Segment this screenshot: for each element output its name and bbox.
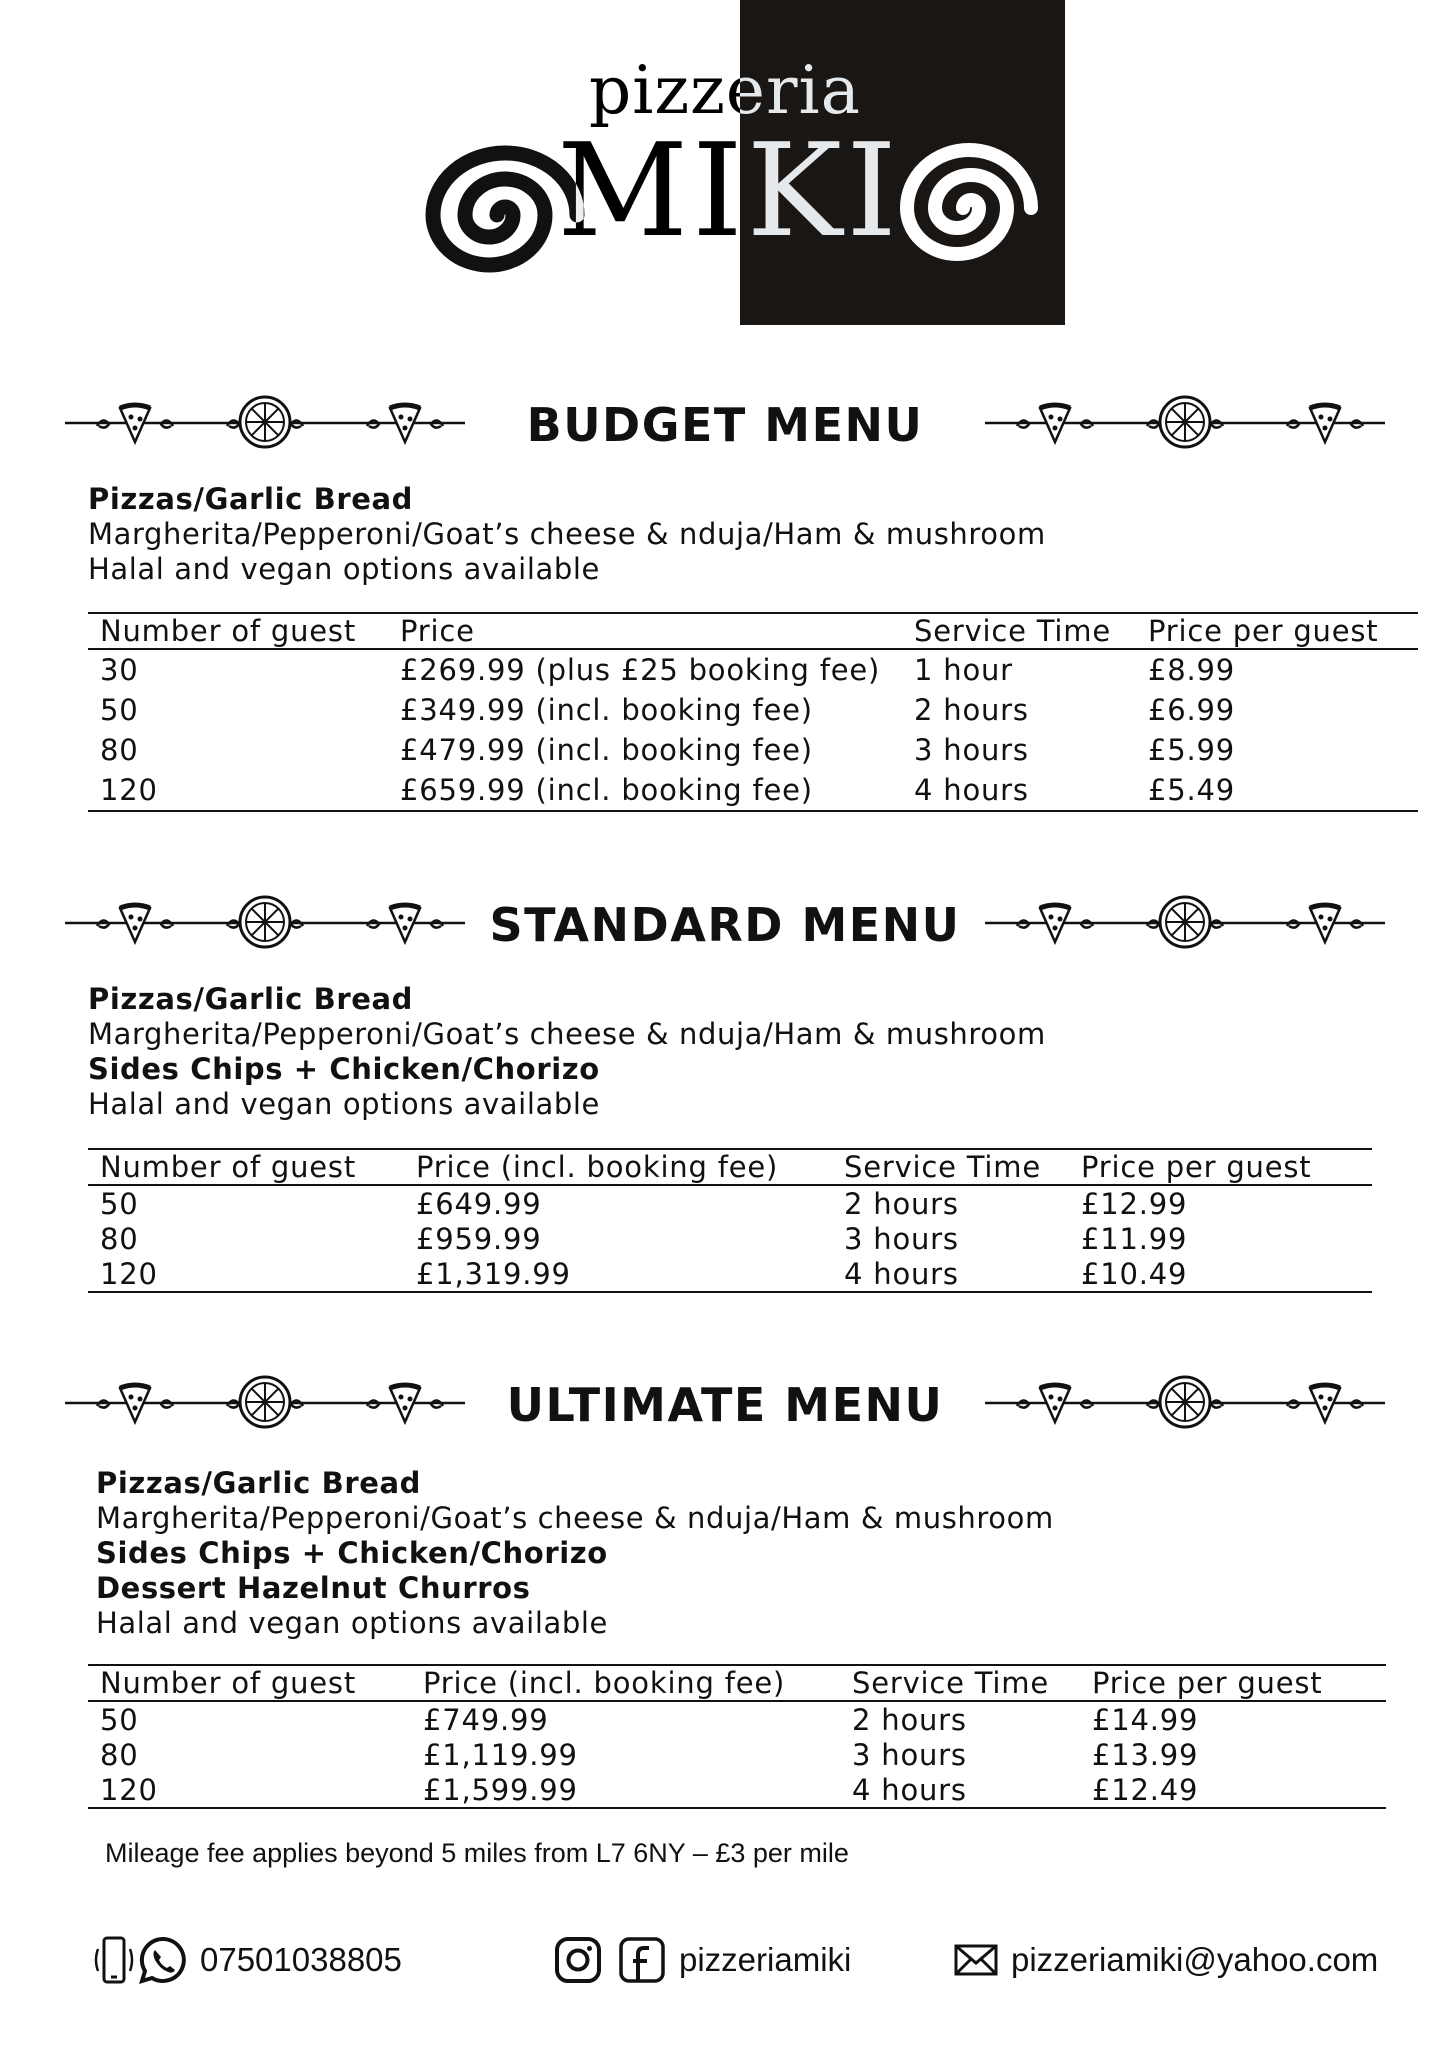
table-cell: 1 hour: [914, 653, 1013, 687]
standard-menu-description: [88, 982, 1046, 1122]
table-cell: 50: [100, 1702, 139, 1737]
column-header: Price per guest: [1080, 1665, 1386, 1701]
table-cell: 30: [100, 653, 139, 687]
phone-number: 07501038805: [200, 1941, 402, 1978]
column-header: Price per guest: [1136, 613, 1418, 649]
table-cell: £269.99 (plus £25 booking fee): [400, 653, 881, 687]
budget-menu-heading: [40, 388, 1410, 458]
budget-description-line: Halal and vegan options available: [88, 552, 600, 586]
table-cell: 120: [88, 1772, 411, 1808]
standard-pricing-table: [88, 1148, 1372, 1293]
table-cell: 4 hours: [832, 1256, 1069, 1292]
table-cell: 2 hours: [844, 1186, 959, 1221]
table-row: [88, 1221, 1372, 1256]
budget-menu-title: BUDGET MENU: [517, 398, 934, 452]
standard-description-line: Halal and vegan options available: [88, 1087, 600, 1121]
column-header: Price (incl. booking fee): [411, 1665, 840, 1701]
table-row: [88, 1701, 1386, 1737]
column-header: Price: [388, 613, 902, 649]
table-cell: £5.49: [1136, 770, 1418, 811]
column-header: Service Time: [832, 1149, 1069, 1185]
instagram-icon: [553, 1935, 603, 1985]
table-row: [88, 1772, 1386, 1808]
budget-menu-description: [88, 482, 1046, 587]
table-cell: 80: [100, 733, 139, 767]
table-row: [88, 690, 1418, 730]
logo-miki-text: MIKI: [557, 117, 901, 266]
standard-menu-heading: [40, 888, 1410, 958]
table-cell: £749.99: [423, 1702, 549, 1737]
ultimate-description-line: Sides Chips + Chicken/Chorizo: [96, 1536, 608, 1570]
column-header: Price (incl. booking fee): [404, 1149, 832, 1185]
table-cell: £1,319.99: [404, 1256, 832, 1292]
logo-pizzeria-text: pizzeria: [589, 52, 861, 129]
table-cell: £8.99: [1148, 653, 1236, 687]
table-cell: 80: [100, 1737, 139, 1772]
table-cell: £11.99: [1081, 1221, 1188, 1256]
ultimate-description-line: Halal and vegan options available: [96, 1606, 608, 1640]
right-spiral-icon: [885, 130, 1045, 280]
footer-phone[interactable]: [92, 1930, 402, 1990]
table-cell: 50: [100, 693, 139, 727]
table-cell: £12.49: [1080, 1772, 1386, 1808]
table-cell: 120: [88, 770, 388, 811]
table-cell: £479.99 (incl. booking fee): [400, 733, 813, 767]
table-cell: £6.99: [1148, 693, 1236, 727]
column-header: Service Time: [840, 1665, 1080, 1701]
table-row: [88, 1737, 1386, 1772]
table-row: [88, 1256, 1372, 1292]
budget-pricing-table: [88, 612, 1418, 812]
footer-social[interactable]: [553, 1930, 851, 1990]
footer-email[interactable]: [953, 1930, 1378, 1990]
facebook-icon: [617, 1935, 667, 1985]
whatsapp-icon: [138, 1935, 188, 1985]
table-cell: 3 hours: [852, 1737, 967, 1772]
table-cell: 120: [88, 1256, 404, 1292]
envelope-icon: [953, 1941, 999, 1979]
column-header: Number of guest: [88, 613, 388, 649]
table-header-row: [88, 613, 1418, 649]
ultimate-description-line: Dessert Hazelnut Churros: [96, 1571, 531, 1605]
column-header: Service Time: [902, 613, 1136, 649]
table-cell: £14.99: [1092, 1702, 1199, 1737]
table-cell: £959.99: [416, 1221, 542, 1256]
table-cell: 4 hours: [902, 770, 1136, 811]
table-row: [88, 649, 1418, 690]
table-row: [88, 730, 1418, 770]
table-cell: £13.99: [1092, 1737, 1199, 1772]
table-cell: 2 hours: [852, 1702, 967, 1737]
standard-description-line: Margherita/Pepperoni/Goat’s cheese & nduja/Ham & mushroom: [88, 1017, 1046, 1051]
table-cell: £649.99: [416, 1186, 542, 1221]
ultimate-menu-title: ULTIMATE MENU: [497, 1378, 954, 1432]
table-row: [88, 770, 1418, 811]
standard-description-line: Pizzas/Garlic Bread: [88, 982, 414, 1016]
social-handle: pizzeriamiki: [679, 1941, 852, 1978]
budget-description-line: Pizzas/Garlic Bread: [88, 482, 414, 516]
table-cell: 3 hours: [844, 1221, 959, 1256]
table-cell: 4 hours: [840, 1772, 1080, 1808]
column-header: Number of guest: [88, 1149, 404, 1185]
table-cell: £5.99: [1148, 733, 1236, 767]
budget-description-line: Margherita/Pepperoni/Goat’s cheese & nduja/Ham & mushroom: [88, 517, 1046, 551]
table-cell: £1,119.99: [423, 1737, 578, 1772]
pizzeria-miki-logo: [385, 0, 1065, 325]
table-cell: 50: [100, 1186, 139, 1221]
ultimate-menu-description: [96, 1466, 1054, 1641]
table-row: [88, 1185, 1372, 1221]
column-header: Number of guest: [88, 1665, 411, 1701]
table-cell: £12.99: [1081, 1186, 1188, 1221]
table-cell: £349.99 (incl. booking fee): [400, 693, 813, 727]
table-cell: £659.99 (incl. booking fee): [388, 770, 902, 811]
ultimate-description-line: Margherita/Pepperoni/Goat’s cheese & nduja/Ham & mushroom: [96, 1501, 1054, 1535]
standard-menu-title: STANDARD MENU: [480, 898, 971, 952]
ultimate-menu-heading: [40, 1368, 1410, 1438]
ultimate-pricing-table: [88, 1664, 1386, 1809]
table-cell: 2 hours: [914, 693, 1029, 727]
table-header-row: [88, 1149, 1372, 1185]
table-cell: £10.49: [1069, 1256, 1372, 1292]
mileage-fee-note: Mileage fee applies beyond 5 miles from L7 6NY – £3 per mile: [105, 1838, 849, 1868]
standard-description-line: Sides Chips + Chicken/Chorizo: [88, 1052, 600, 1086]
mobile-phone-icon: [92, 1935, 136, 1985]
column-header: Price per guest: [1069, 1149, 1372, 1185]
ultimate-description-line: Pizzas/Garlic Bread: [96, 1466, 422, 1500]
email-address: pizzeriamiki@yahoo.com: [1011, 1941, 1379, 1978]
table-header-row: [88, 1665, 1386, 1701]
table-cell: 80: [100, 1221, 139, 1256]
table-cell: £1,599.99: [411, 1772, 840, 1808]
table-cell: 3 hours: [914, 733, 1029, 767]
